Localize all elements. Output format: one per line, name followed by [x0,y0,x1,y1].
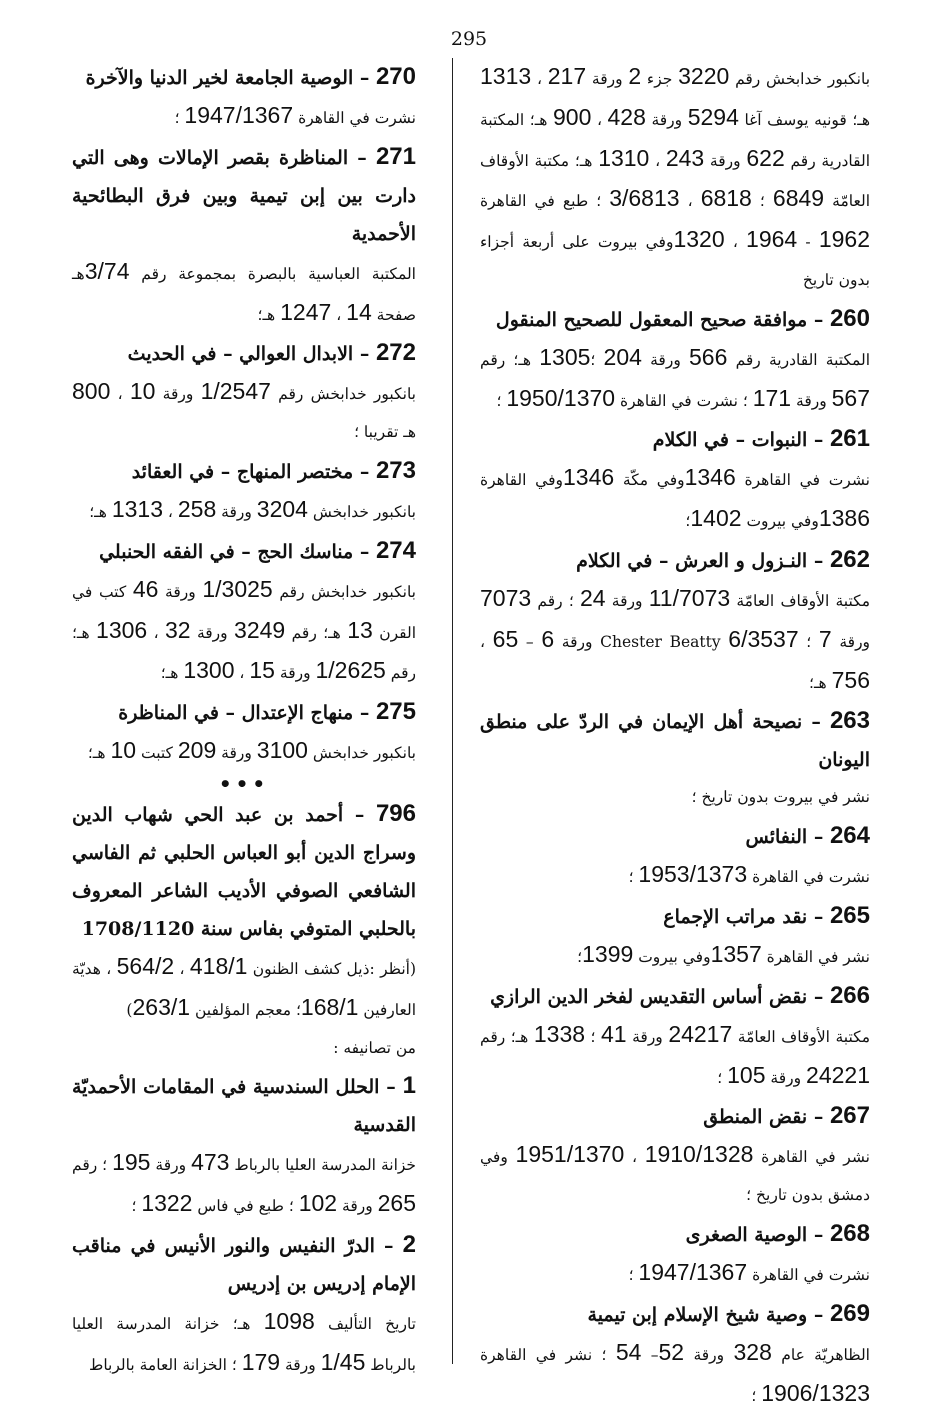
entry-title: – نقض أساس التقديس لفخر الدين الرازي [490,985,830,1008]
entry-heading [72,1226,416,1303]
entry-title: – النـزول و العرش – في الكلام [576,549,830,572]
entry-number: 796 [375,799,416,827]
entry-heading [480,300,870,339]
entry-details: نشرت في القاهرة 1953/1373 ؛ [628,861,870,888]
entry-details: نشرت في القاهرة 1947/1367 ؛ [174,102,416,128]
entry-title: – مناسك الحج – في الفقه الحنبلي [99,540,376,563]
entry-title: – الوصية الجامعة لخير الدنيا والآخرة [85,67,376,89]
entry-number: 263 [829,707,870,735]
entry-heading [480,977,870,1016]
right-column [480,58,870,1415]
entry-title: – نصيحة أهل الإيمان في الردّ على منطق اليونان [480,711,870,772]
entry-details: المكتبة العباسية بالبصرة بمجموعة رقم 3/74هـ صفحة 14 ، 1247 هـ؛ [72,257,416,325]
entry-heading [72,795,416,948]
entry-number: 271 [375,142,416,170]
entry-title: – موافقة صحيح المعقول للصحيح المنقول [495,308,830,331]
entry-details: من تصانيفه : [333,1038,416,1057]
entry-heading [72,138,416,253]
entry-number: 264 [829,822,870,850]
entry-title: – الدرّ النفيس والنور الأنيس في مناقب الإمام إدريس بن إدريس [72,1234,416,1295]
entry-title: – أحمد بن عبد الحي شهاب الدين وسراج الدين أبو العباس الحلبي ثم الفاسي الشافعي الصوفي الأديب الشاعر المعروف بالحلبي المتوفي بفاس سنة 1708/1120 [72,803,416,940]
column-divider [452,58,453,1364]
entry-number: 275 [375,698,416,726]
entry-details: نشر في بيروت بدون تاريخ ؛ [691,788,870,807]
entry-heading [72,693,416,732]
entry-details: بانكبور خدابخش رقم 1/3025 ورقة 46 كتب في القرن 13 هـ؛ رقم 3249 ورقة 32 ، 1306 هـ؛ رقم 1/2625 ورقة 15 ، 1300 هـ؛ [72,575,417,684]
entry-number: 273 [375,456,416,484]
entry-heading [72,452,416,491]
entry-number: 267 [829,1102,870,1130]
entry-details: نشرت في القاهرة 1947/1367 ؛ [628,1258,870,1285]
entry-title: – المناظرة بقصر الإمالات وهى التي دارت بين إبن تيمية وبين فرق البطائحية الأحمدية [72,146,416,245]
entry-details: تاريخ التأليف 1098 هـ؛ خزانة المدرسة العليا بالرباط 1/45 ورقة 179 ؛ الخزانة العامة بالرباط [72,1307,416,1375]
entry-number: 261 [829,425,870,453]
entry-number: 260 [829,304,870,332]
entry-number: 1 [402,1072,416,1100]
left-column [72,58,416,1385]
entry-heading [72,334,416,373]
entry-number: 269 [829,1299,870,1327]
entry-number: 262 [829,545,870,573]
entry-heading [480,1295,870,1334]
entry-details: (أنظر :ذيل كشف الظنون 418/1 ، 564/2 ، هديّة العارفين 168/1؛ معجم المؤلفين 263/1) [72,952,416,1020]
entry-title: – نقض المنطق [703,1106,830,1129]
entry-details: المكتبة القادرية رقم 566 ورقة 204 ؛1305 هـ؛ رقم 567 ورقة 171 ؛ نشرت في القاهرة 1950/1370 ؛ [480,343,871,411]
entry-heading [480,817,870,856]
entry-details: الظاهريّة عام 328 ورقة 52– 54 ؛ نشر في القاهرة 1906/1323 ؛ [480,1338,870,1406]
entry-heading [72,58,416,97]
entry-details: نشر في القاهرة 1357وفي بيروت 1399؛ [577,940,870,967]
entry-number: 274 [375,536,416,564]
entry-details: خزانة المدرسة العليا بالرباط 473 ورقة 195 ؛ رقم 265 ورقة 102 ؛ طبع في فاس 1322 ؛ [72,1149,417,1217]
entry-title: – منهاج الإعتدال – في المناظرة [118,702,376,725]
entry-title: – نقد مراتب الإجماع [663,905,830,928]
entry-title: – الحلل السندسية في المقامات الأحمديّة القدسية [72,1076,416,1137]
entry-heading [480,420,870,459]
entry-number: 265 [829,901,870,929]
entry-details: نشرت في القاهرة 1346وفي مكّة 1346وفي القاهرة 1386وفي بيروت 1402؛ [480,464,870,532]
entry-heading [480,1215,870,1254]
entry-title: – النبوات – في الكلام [652,429,830,452]
entry-heading [480,897,870,936]
entry-number: 272 [375,339,416,367]
entry-title: – وصية شيخ الإسلام إبن تيمية [587,1303,830,1326]
entry-number: 2 [402,1230,416,1258]
entry-details: مكتبة الأوقاف العامّة 24217 ورقة 41 ؛ 1338 هـ؛ رقم 24221 ورقة 105 ؛ [480,1020,871,1088]
entry-heading [72,1067,416,1144]
page-number: 295 [450,28,488,50]
entry-title: – مختصر المنهاج – في العقائد [131,460,376,483]
entry-heading [480,541,870,580]
entry-details: نشر في القاهرة 1910/1328 ، 1951/1370 وفي دمشق بدون تاريخ ؛ [480,1141,871,1205]
section-separator: ••• [218,771,270,796]
entry-details: مكتبة الأوقاف العامّة 11/7073 ورقة 24 ؛ رقم 7073 ورقة 7 ؛ Chester Beatty 6/3537 ورقة 6 – 65 ، 756 هـ؛ [480,584,871,693]
entry-number: 266 [829,981,870,1009]
entry-number: 268 [829,1219,870,1247]
entry-heading [480,1097,870,1136]
entry-heading [72,532,416,571]
entry-number: 270 [375,63,416,90]
entry-heading [480,702,870,779]
entry-details: بانكبور خدابخش رقم 3220 جزء 2 ورقة 217 ، 1313 هـ؛ قونيه يوسف آغا 5294 ورقة 428 ، 900 هـ؛ المكتبة القادرية رقم 622 ورقة 243 ، 1310 هـ؛ مكتبة الأوقاف العامّة 6849 ؛ 6818 ، 3/6813 ؛ طبع في القاهرة 1962 - 1964 ، 1320وفي بيروت على أربعة أجزاء بدون تاريخ [480,63,871,289]
entry-details: بانكبور خدابخش 3100 ورقة 209 كتبت 10 هـ؛ [87,737,416,764]
entry-title: – النفائس [745,826,830,849]
entry-title: – الوصية الصغرى [685,1223,830,1246]
entry-details: بانكبور خدابخش رقم 1/2547 ورقة 10 ، 800 هـ تقريبا ؛ [72,378,416,442]
entry-details: بانكبور خدابخش 3204 ورقة 258 ، 1313 هـ؛ [89,495,416,522]
entry-title: – الابدال العوالي – في الحديث [127,343,376,366]
